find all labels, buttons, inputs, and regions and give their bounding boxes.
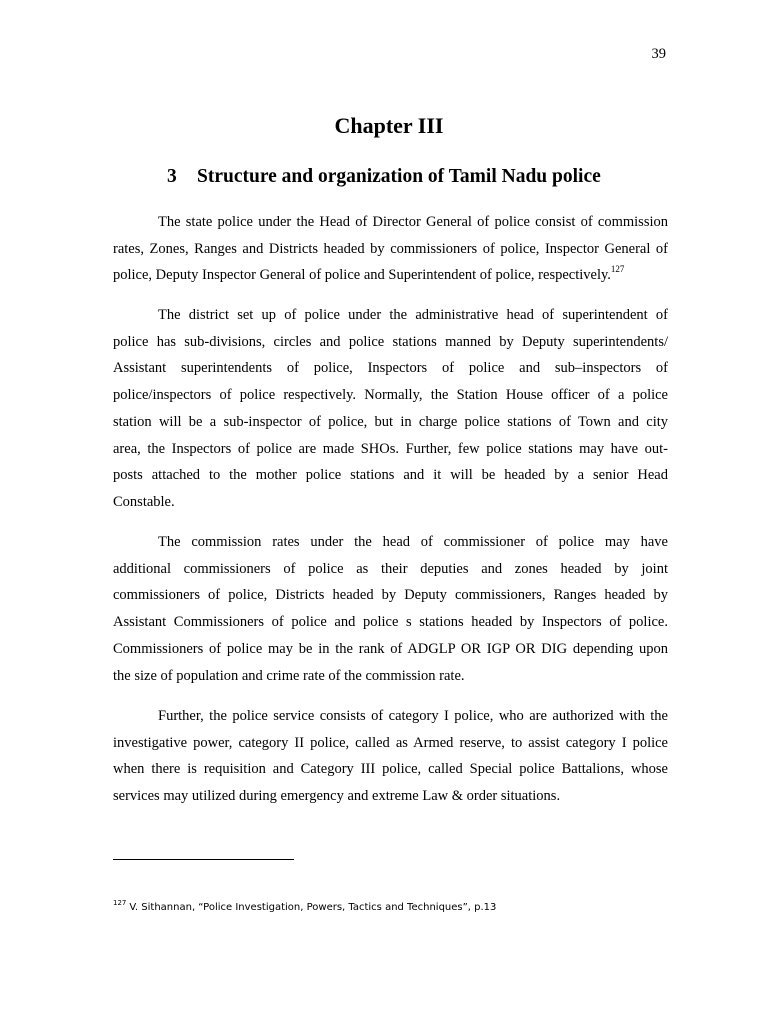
text-line: The commission rates under the head of commissioner of police may have xyxy=(158,534,668,550)
text-line: investigative power, category II police, called as Armed reserve, to assist category I police xyxy=(113,734,668,751)
text-line: services may utilized during emergency and extreme Law & order situations. xyxy=(113,788,561,805)
footnote-text: V. Sithannan, “Police Investigation, Powers, Tactics and Techniques”, p.13 xyxy=(129,902,497,913)
text-line: Further, the police service consists of category I police, who are authorized with the xyxy=(158,708,668,724)
footnote-reference: 127 xyxy=(610,264,625,275)
text-line: The state police under the Head of Director General of police consist of commission xyxy=(158,214,668,230)
text-line: additional commissioners of police as their deputies and zones headed by joint xyxy=(113,560,668,577)
text-line: when there is requisition and Category III police, called Special police Battalions, whose xyxy=(113,761,668,778)
text-line: station will be a sub-inspector of police, but in charge police stations of Town and city xyxy=(113,413,668,430)
text-line: police/inspectors of police respectively. Normally, the Station House officer of a police xyxy=(113,387,668,404)
text-line xyxy=(113,262,668,289)
paragraph-1 xyxy=(113,209,668,289)
text-line: posts attached to the mother police stations and it will be headed by a senior Head xyxy=(113,467,668,484)
text-line: area, the Inspectors of police are made SHOs. Further, few police stations may have out- xyxy=(113,440,668,457)
text-line: rates, Zones, Ranges and Districts headed by commissioners of police, Inspector General of xyxy=(113,240,668,257)
paragraph-3 xyxy=(113,529,668,689)
text-line: Assistant Commissioners of police and police s stations headed by Inspectors of police. xyxy=(113,614,668,631)
section-heading xyxy=(167,166,601,188)
section-title: Structure and organization of Tamil Nadu police xyxy=(197,166,601,187)
text-line: Assistant superintendents of police, Inspectors of police and sub–inspectors of xyxy=(113,360,668,377)
section-number: 3 xyxy=(167,166,177,187)
paragraph-4 xyxy=(113,703,668,810)
text-line: commissioners of police, Districts headed by Deputy commissioners, Ranges headed by xyxy=(113,587,668,604)
text-line: The district set up of police under the administrative head of superintendent of xyxy=(158,307,668,323)
text-line: the size of population and crime rate of the commission rate. xyxy=(113,667,465,684)
text-line: police has sub-divisions, circles and police stations manned by Deputy superintendents/ xyxy=(113,333,668,350)
chapter-title: Chapter III xyxy=(334,113,444,138)
text-line: Commissioners of police may be in the rank of ADGLP OR IGP OR DIG depending upon xyxy=(113,640,668,657)
page-number: 39 xyxy=(651,46,666,62)
paragraph-2 xyxy=(113,302,668,516)
footnote xyxy=(113,899,497,913)
footnote-separator xyxy=(113,859,294,860)
footnote-marker: 127 xyxy=(113,899,127,907)
text-line-content: police, Deputy Inspector General of police and Superintendent of police, respectively. xyxy=(113,267,611,284)
text-line: Constable. xyxy=(113,493,175,510)
